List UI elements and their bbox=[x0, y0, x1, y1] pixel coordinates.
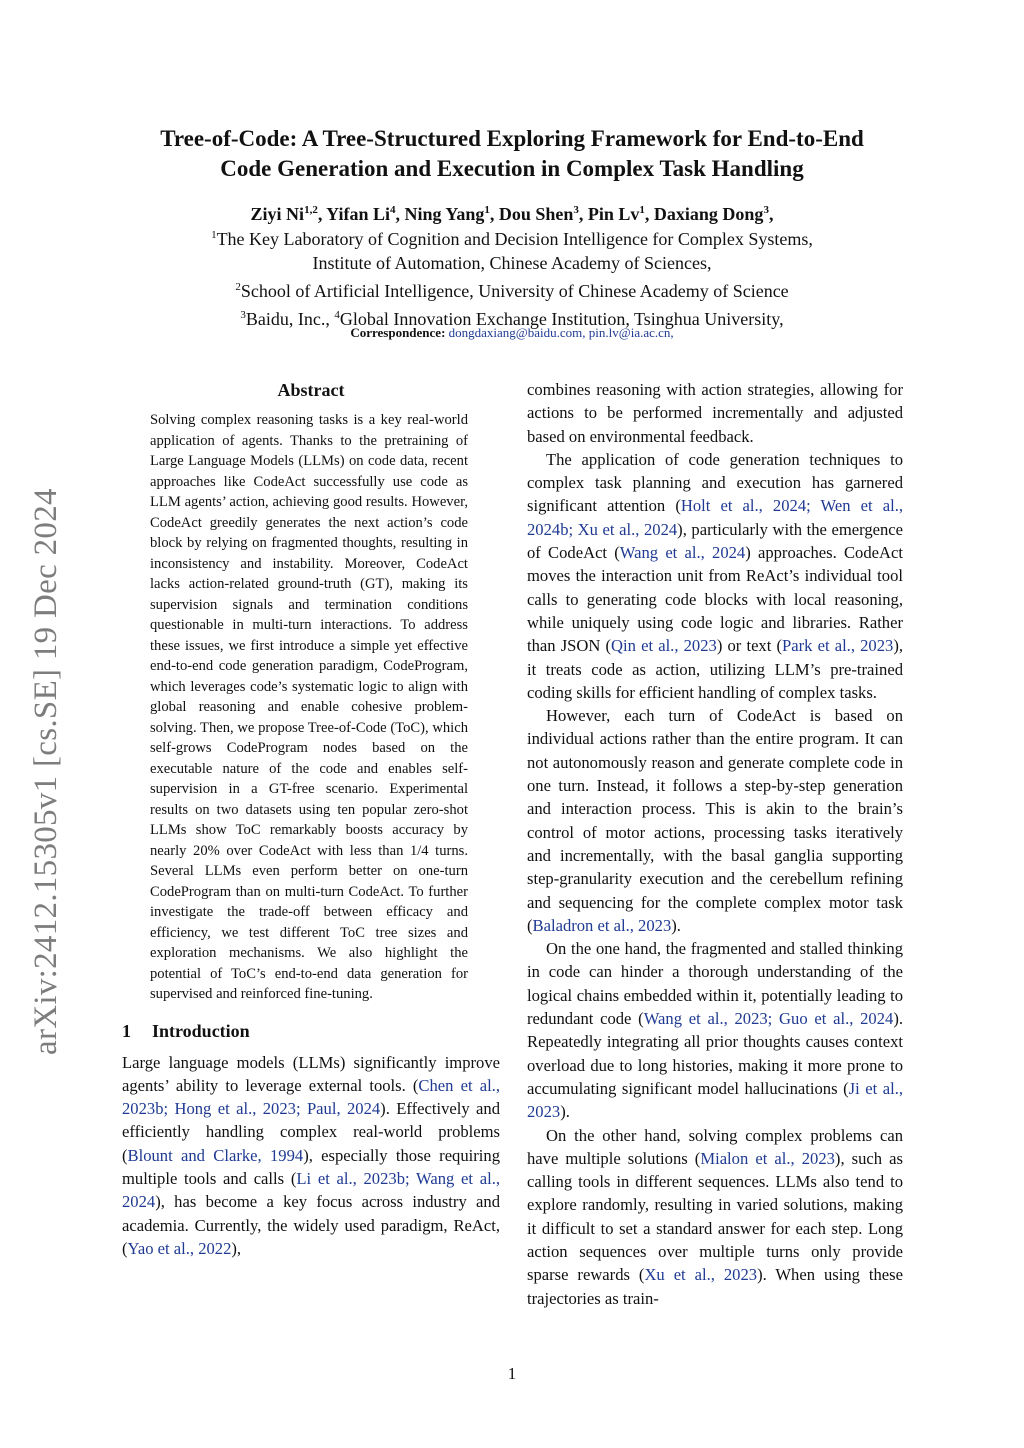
author-name: Pin Lv bbox=[587, 204, 640, 224]
author-affiliation-mark: 3 bbox=[573, 204, 579, 216]
citation-link[interactable]: Wang et al., 2024 bbox=[619, 543, 746, 563]
arxiv-stamp: arXiv:2412.15305v1 [cs.SE] 19 Dec 2024 bbox=[28, 488, 64, 1055]
citation-link[interactable]: Chen et al., 2023b; Hong et al., 2023; Paul, 2024 bbox=[122, 1075, 500, 1119]
citation-link[interactable]: Ji et al., 2023 bbox=[527, 1078, 903, 1122]
affiliation-3-4: $^3$Baidu, Inc., $^4$Global Innovation Exchange Institution, Tsinghua University, bbox=[240, 309, 784, 329]
author-list: Ziyi Ni$^{1,2}$, Yifan Li$^4$, Ning Yang$^1$, Dou Shen$^3$, Pin Lv$^1$, Daxiang Dong$^3$, bbox=[250, 204, 774, 224]
author-affiliation-mark: 1 bbox=[484, 204, 490, 216]
abstract-text: Solving complex reasoning tasks is a key real-world application of agents. Thanks to the pretraining of Large Language Models (LLMs) on code data, recent approaches like CodeAct successfully use code as LLM agents’ action, achieving good results. However, CodeAct greedily generates the next action’s code block by relying on fragmented thoughts, resulting in inconsistency and instability. Moreover, CodeAct lacks action-related ground-truth (GT), making its supervision signals and termination conditions questionable in multi-turn interactions. To address these issues, we first introduce a simple yet effective end-to-end code generation paradigm, CodeProgram, which leverages code’s systematic logic to align with global reasoning and enable cohesive problem-solving. Then, we propose Tree-of-Code (ToC), which self-grows CodeProgram nodes based on the executable nature of the code and enables self-supervision in a GT-free scenario. Experimental results on two datasets using ten popular zero-shot LLMs show ToC remarkably boosts accuracy by nearly 20% over CodeAct with less than 1/4 turns. Several LLMs even perform better on one-turn CodeProgram than on multi-turn CodeAct. To further investigate the trade-off between efficacy and efficiency, we test different ToC tree sizes and exploration mechanisms. We also highlight the potential of ToC’s end-to-end data generation for supervised and reinforced fine-tuning. bbox=[150, 412, 468, 1002]
page-number: 1 bbox=[507, 1364, 517, 1383]
right-paragraph-0: combines reasoning with action strategies, allowing for actions to be performed incrementally and adjusted based on environmental feedback. bbox=[527, 380, 903, 446]
affiliation-1-line-1: $^1$The Key Laboratory of Cognition and Decision Intelligence for Complex Systems, bbox=[211, 229, 813, 249]
citation-link[interactable]: Li et al., 2023b; Wang et al., 2024 bbox=[122, 1168, 500, 1212]
right-paragraph-1: The application of code generation techniques to complex task planning and execution has garnered significant attention (Holt et al., 2024; Wen et al., 2024b; Xu et al., 2024), particularly with the emergence of CodeAct (Wang et al., 2024) approaches. CodeAct moves the interaction unit from ReAct’s individual tool calls to generating code blocks with local reasoning, while uniquely using code logic and libraries. Rather than JSON (Qin et al., 2023) or text (Park et al., 2023), it treats code as action, utilizing LLM’s pre-trained coding skills for efficient handling of complex tasks. bbox=[527, 449, 904, 702]
abstract-heading: Abstract bbox=[277, 380, 345, 400]
paper-title bbox=[110, 124, 914, 184]
author-name: Ziyi Ni bbox=[250, 204, 305, 224]
citation-link[interactable]: Yao et al., 2022 bbox=[127, 1238, 232, 1258]
section-number: 1 bbox=[122, 1020, 131, 1041]
affiliation-1-line-2: Institute of Automation, Chinese Academy of Sciences, bbox=[312, 253, 712, 273]
author-name: Yifan Li bbox=[326, 204, 390, 224]
citation-link[interactable]: Mialon et al., 2023 bbox=[700, 1148, 835, 1168]
left-column bbox=[122, 378, 500, 1260]
right-column bbox=[527, 378, 903, 1310]
right-paragraph-3: On the one hand, the fragmented and stalled thinking in code can hinder a thorough understanding of the logical chains embedded within it, potentially leading to redundant code (Wang et al., 2023; Guo et al., 2024). Repeatedly integrating all prior thoughts causes context overload due to long histories, making it more prone to accumulating significant model hallucinations (Ji et al., 2023). bbox=[527, 939, 903, 1122]
author-name: Daxiang Dong bbox=[653, 204, 764, 224]
right-paragraph-2: However, each turn of CodeAct is based on individual actions rather than the entire program. It can not autonomously reason and generate complete code in one turn. Instead, it follows a step-by-step generation and interaction process. This is akin to the brain’s control of motor actions, processing tasks iteratively and incrementally, with the basal ganglia supporting step-granularity execution and the cerebellum refining and sequencing for the complete complex motor task (Baladron et al., 2023). bbox=[527, 706, 903, 935]
title-line-1: Tree-of-Code: A Tree-Structured Exploring Framework for End-to-End bbox=[160, 126, 864, 151]
citation-link[interactable]: Baladron et al., 2023 bbox=[532, 915, 672, 935]
section-heading-introduction bbox=[122, 1019, 500, 1043]
section-title: Introduction bbox=[152, 1020, 250, 1041]
correspondence-label: Correspondence: bbox=[350, 325, 446, 340]
affiliations bbox=[110, 223, 914, 331]
citation-link[interactable]: Holt et al., 2024; Wen et al., 2024b; Xu et al., 2024 bbox=[527, 496, 903, 539]
citation-link[interactable]: Qin et al., 2023 bbox=[611, 636, 717, 656]
author-affiliation-mark: 3 bbox=[763, 204, 769, 216]
author-affiliation-mark: 4 bbox=[390, 204, 396, 216]
citation-link[interactable]: Xu et al., 2023 bbox=[644, 1265, 758, 1285]
author-affiliation-mark: 1,2 bbox=[304, 204, 318, 216]
citation-link[interactable]: Blount and Clarke, 1994 bbox=[127, 1145, 304, 1165]
right-paragraph-4: On the other hand, solving complex problems can have multiple solutions (Mialon et al., 2023), such as calling tools in different sequences. LLMs also tend to explore randomly, resulting in varied solutions, making it difficult to set a standard answer for each step. Long action sequences over multiple turns only provide sparse rewards (Xu et al., 2023). When using these trajectories as train- bbox=[527, 1125, 903, 1308]
citation-link[interactable]: Park et al., 2023 bbox=[782, 636, 894, 656]
intro-paragraph-1: Large language models (LLMs) significantly improve agents’ ability to leverage external tools. (Chen et al., 2023b; Hong et al., 2023; Paul, 2024). Effectively and efficiently handling complex real-world problems (Blount and Clarke, 1994), especially those requiring multiple tools and calls (Li et al., 2023b; Wang et al., 2024), has become a key focus across industry and academia. Currently, the widely used paradigm, ReAct, (Yao et al., 2022), bbox=[122, 1052, 500, 1258]
title-line-2: Code Generation and Execution in Complex Task Handling bbox=[220, 156, 804, 181]
author-name: Dou Shen bbox=[498, 204, 574, 224]
author-affiliation-mark: 1 bbox=[639, 204, 645, 216]
affiliation-2: $^2$School of Artificial Intelligence, University of Chinese Academy of Science bbox=[235, 281, 789, 301]
correspondence-emails[interactable]: dongdaxiang@baidu.com, pin.lv@ia.ac.cn, bbox=[448, 325, 674, 340]
correspondence bbox=[110, 324, 914, 342]
author-name: Ning Yang bbox=[404, 204, 485, 224]
citation-link[interactable]: Wang et al., 2023; Guo et al., 2024 bbox=[643, 1009, 894, 1029]
